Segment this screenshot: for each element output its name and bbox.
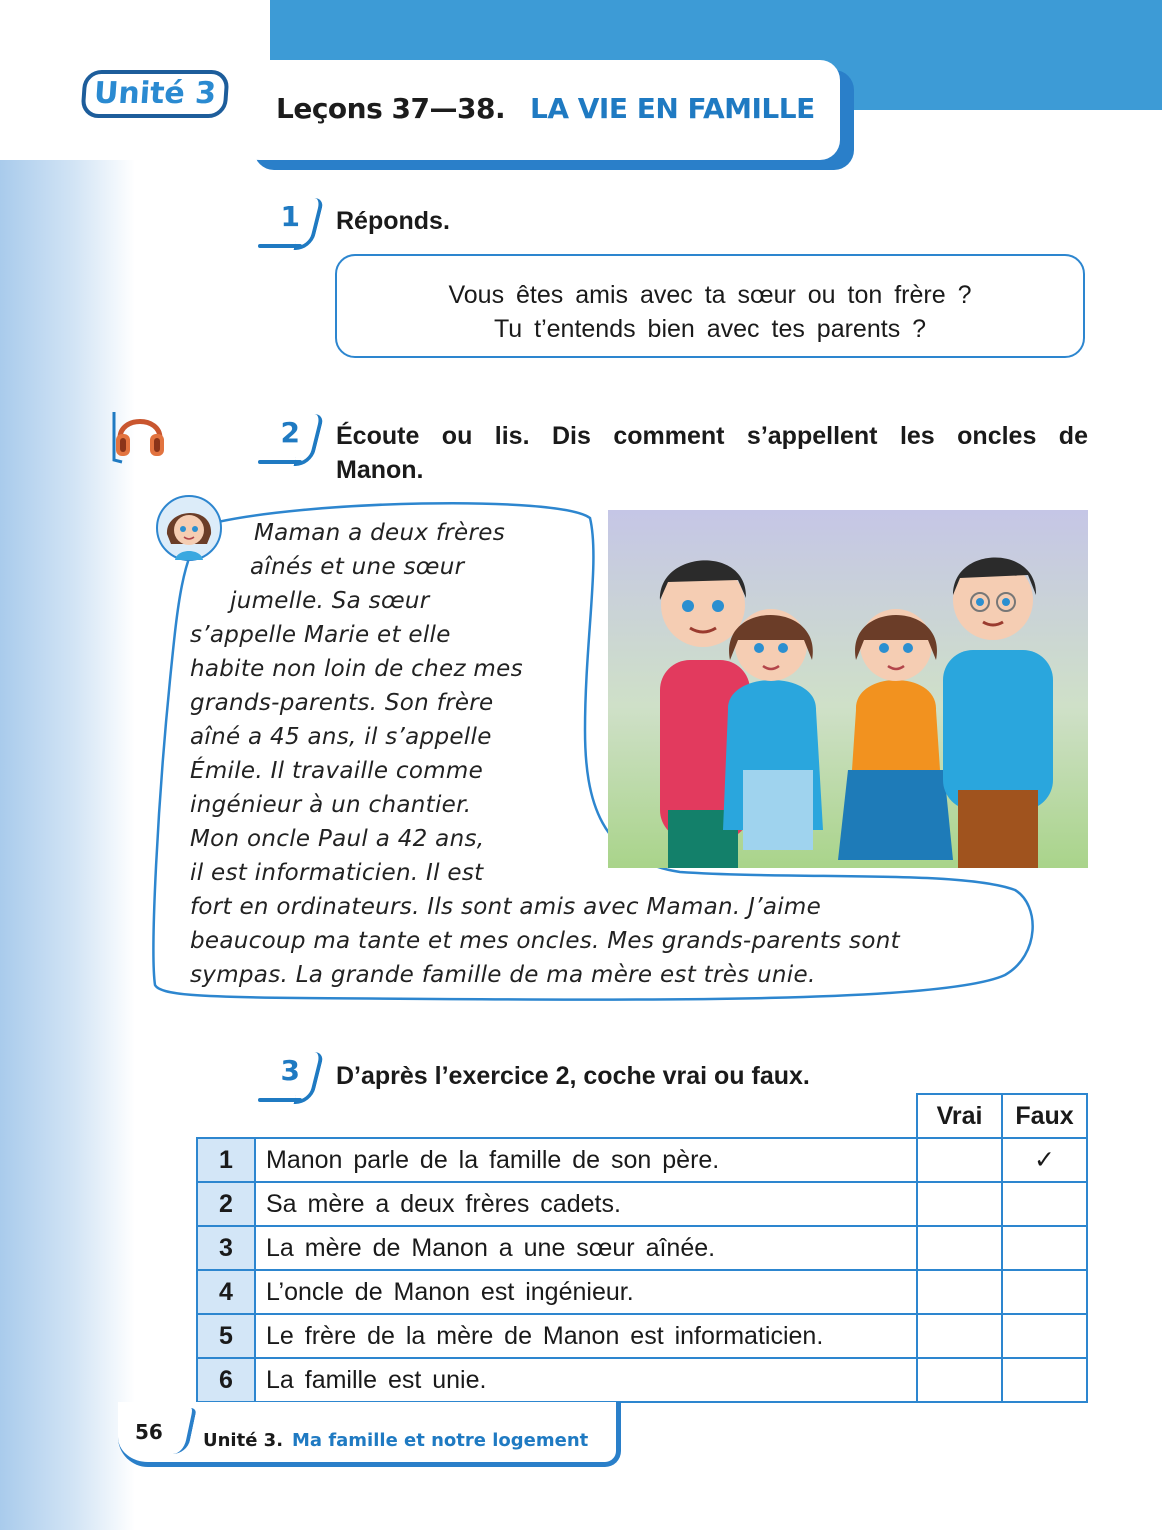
footer-unit-title: Ma famille et notre logement [292,1430,589,1451]
column-header-faux: Faux [1002,1094,1087,1138]
vrai-checkbox[interactable] [917,1226,1002,1270]
story-line-7: aîné a 45 ans, il s’appelle [190,724,492,750]
story-line-6: grands-parents. Son frère [190,690,494,716]
row-number: 3 [197,1226,255,1270]
question-line-1: Vous êtes amis avec ta sœur ou ton frère ? [448,281,972,309]
story-line-4: s’appelle Marie et elle [190,622,451,648]
faux-checkbox[interactable] [1002,1226,1087,1270]
manon-avatar [155,494,223,562]
row-number: 1 [197,1138,255,1182]
statement: L’oncle de Manon est ingénieur. [255,1270,917,1314]
story-line-5: habite non loin de chez mes [190,656,523,682]
lesson-numbers: Leçons 37—38. [276,92,506,125]
story-line-8: Émile. Il travaille comme [190,758,484,784]
table-row [197,1314,1087,1358]
story-line-12: fort en ordinateurs. Ils sont amis avec Maman. J’aime [190,894,822,920]
page-number: 56 [135,1420,163,1444]
row-number: 4 [197,1270,255,1314]
vrai-checkbox[interactable] [917,1182,1002,1226]
exercise-2-instruction-line-1: Écoute ou lis. Dis comment s’appellent les oncles de [336,422,1088,450]
story-line-14: sympas. La grande famille de ma mère est très unie. [190,962,816,988]
vrai-checkbox[interactable] [917,1138,1002,1182]
true-false-table [196,1093,1088,1403]
table-row [197,1358,1087,1402]
faux-checkbox[interactable] [1002,1270,1087,1314]
story-line-2: aînés et une sœur [250,554,465,580]
table-row [197,1226,1087,1270]
exercise-2-instruction-line-2: Manon. [336,456,424,484]
statement: Manon parle de la famille de son père. [255,1138,917,1182]
story-line-11: il est informaticien. Il est [190,860,484,886]
statement: La famille est unie. [255,1358,917,1402]
statement: La mère de Manon a une sœur aînée. [255,1226,917,1270]
table-header-row [197,1094,1087,1138]
story-line-13: beaucoup ma tante et mes oncles. Mes grands-parents sont [190,928,900,954]
vrai-checkbox[interactable] [917,1270,1002,1314]
unit-badge: Unité 3 [80,70,229,118]
faux-checkbox[interactable] [1002,1182,1087,1226]
table-header-spacer [255,1094,917,1138]
lesson-title: LA VIE EN FAMILLE [530,92,815,125]
table-row [197,1270,1087,1314]
table-row [197,1138,1087,1182]
column-header-vrai: Vrai [917,1094,1002,1138]
vrai-checkbox[interactable] [917,1314,1002,1358]
row-number: 6 [197,1358,255,1402]
story-line-9: ingénieur à un chantier. [190,792,472,818]
exercise-3-instruction: D’après l’exercice 2, coche vrai ou faux. [336,1062,810,1090]
faux-checkbox[interactable] [1002,1314,1087,1358]
exercise-number-label: 1 [280,200,300,233]
table-header-spacer [197,1094,255,1138]
story-line-3: jumelle. Sa sœur [230,588,430,614]
statement: Sa mère a deux frères cadets. [255,1182,917,1226]
vrai-checkbox[interactable] [917,1358,1002,1402]
exercise-number-label: 2 [280,416,300,449]
family-illustration [608,510,1088,868]
row-number: 2 [197,1182,255,1226]
exercise-1-instruction: Réponds. [336,207,450,235]
question-line-2: Tu t’entends bien avec tes parents ? [493,315,927,343]
faux-checkbox[interactable]: ✓ [1002,1138,1087,1182]
faux-checkbox[interactable] [1002,1358,1087,1402]
statement: Le frère de la mère de Manon est informaticien. [255,1314,917,1358]
exercise-number-label: 3 [280,1054,300,1087]
footer-unit: Unité 3. [203,1430,284,1451]
row-number: 5 [197,1314,255,1358]
table-row [197,1182,1087,1226]
story-line-1: Maman a deux frères [254,520,505,546]
story-line-10: Mon oncle Paul a 42 ans, [190,826,485,852]
